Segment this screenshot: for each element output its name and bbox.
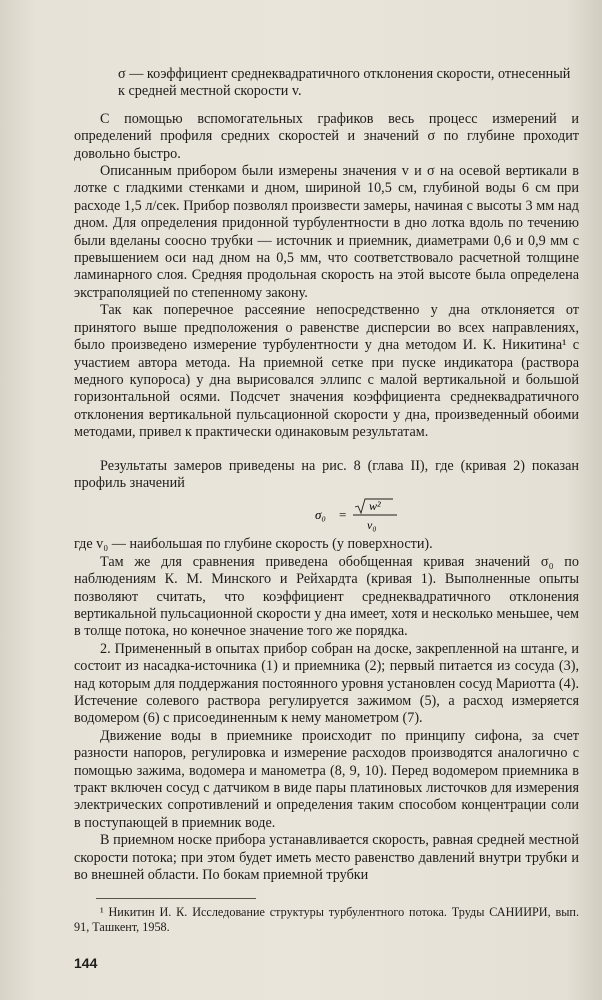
paragraph-siphon: Движение воды в приемнике происходит по принципу сифона, за счет разности напоров, регулировка и измерение расходов производятся аналогично с помощью зажима, водомера и манометра (8, 9, 10). Перед водомером приемника в тракт включен сосуд с датчиком в виде пары платиновых листочков для измерения электрических сопротивлений и определения таким способом концентрации соли в поступающей в приемник воде. (74, 727, 579, 831)
formula-radical-content: w² (368, 499, 381, 514)
paragraph-device: 2. Примененный в опытах прибор собран на доске, закрепленной на штанге, и состоит из насадка-источника (1) и приемника (2); первый питается из сосуда (3), над которым для поддержания постоянного уровня установлен сосуд Мариотта (4). Истечение солевого раствора регулируется зажимом (5), а расход измеряется водомером (6) с присоединенным к нему манометром (7). (74, 640, 579, 727)
paragraph-v0-definition: где v₀ — наибольшая по глубине скорость (у поверхности). (74, 536, 433, 553)
formula-denominator: v₀ (366, 518, 376, 533)
page-number: 144 (74, 955, 98, 972)
paragraph-comparison: Там же для сравнения приведена обобщенная кривая значений σ₀ по наблюдениям К. М. Минского и Рейхардта (кривая 1). Выполненные опыты позволяют считать, что коэффициент среднеквадратичного отклонения вертикальной пульсационной скорости у дна имеет, хотя и несколько меньшее, чем в толще потока, но конечное значение того же порядка. (74, 553, 579, 640)
sigma-formula (158, 498, 579, 532)
paragraph-results: Результаты замеров приведены на рис. 8 (глава II), где (кривая 2) показан профиль значений (74, 457, 579, 491)
footnote: ¹ Никитин И. К. Исследование структуры турбулентного потока. Труды САНИИРИ, вып. 91, Ташкент, 1958. (74, 905, 579, 935)
paragraph-nikitin-method: Так как поперечное рассеяние непосредственно у дна отклоняется от принятого выше предположения о равенстве дисперсии во всех направлениях, было произведено измерение турбулентности у дна методом И. К. Никитина¹ с участием автора метода. На приемной сетке при пуске индикатора (раствора медного купороса) у дна вырисовался эллипс с малой вертикальной и большой горизонтальной осями. Подсчет значения коэффициента среднеквадратичного отклонения вертикальной пульсационной скорости у дна, произведенный обоими методами, привел к практически одинаковым результатам. (74, 302, 579, 441)
page-content (74, 66, 579, 971)
footnote-divider (96, 898, 256, 899)
sigma-definition: σ — коэффициент среднеквадратичного отклонения скорости, отнесенный к средней местной скорости v. (118, 66, 571, 100)
paragraph-receiver: В приемном носке прибора устанавливается скорость, равная средней местной скорости потока; при этом будет иметь место равенство давлений внутри трубки и во внешней области. По бокам приемной трубки (74, 832, 579, 884)
formula-equals: = (338, 507, 346, 523)
paragraph-graphs: С помощью вспомогательных графиков весь процесс измерений и определений профиля средних скоростей и значений σ по глубине проходит довольно быстро. (74, 110, 579, 162)
paragraph-measurements: Описанным прибором были измерены значения v и σ на осевой вертикали в лотке с гладкими стенками и дном, шириной 10,5 см, глубиной воды 6 см при расходе 1,5 л/сек. Прибор позволял произвести замеры, начиная с высоты 3 мм над дном. Для определения придонной турбулентности в дно лотка вдоль по течению были вделаны соосно трубки — источник и приемник, диаметрами 0,6 и 0,9 мм с превышением оси над дном на 0,5 мм, что соответствовало расчетной толщине ламинарного слоя. Средняя продольная скорость на этой высоте была определена экстраполяцией по степенному закону. (74, 163, 579, 301)
formula-graphic (309, 498, 429, 532)
formula-lhs: σ₀ (314, 507, 326, 523)
